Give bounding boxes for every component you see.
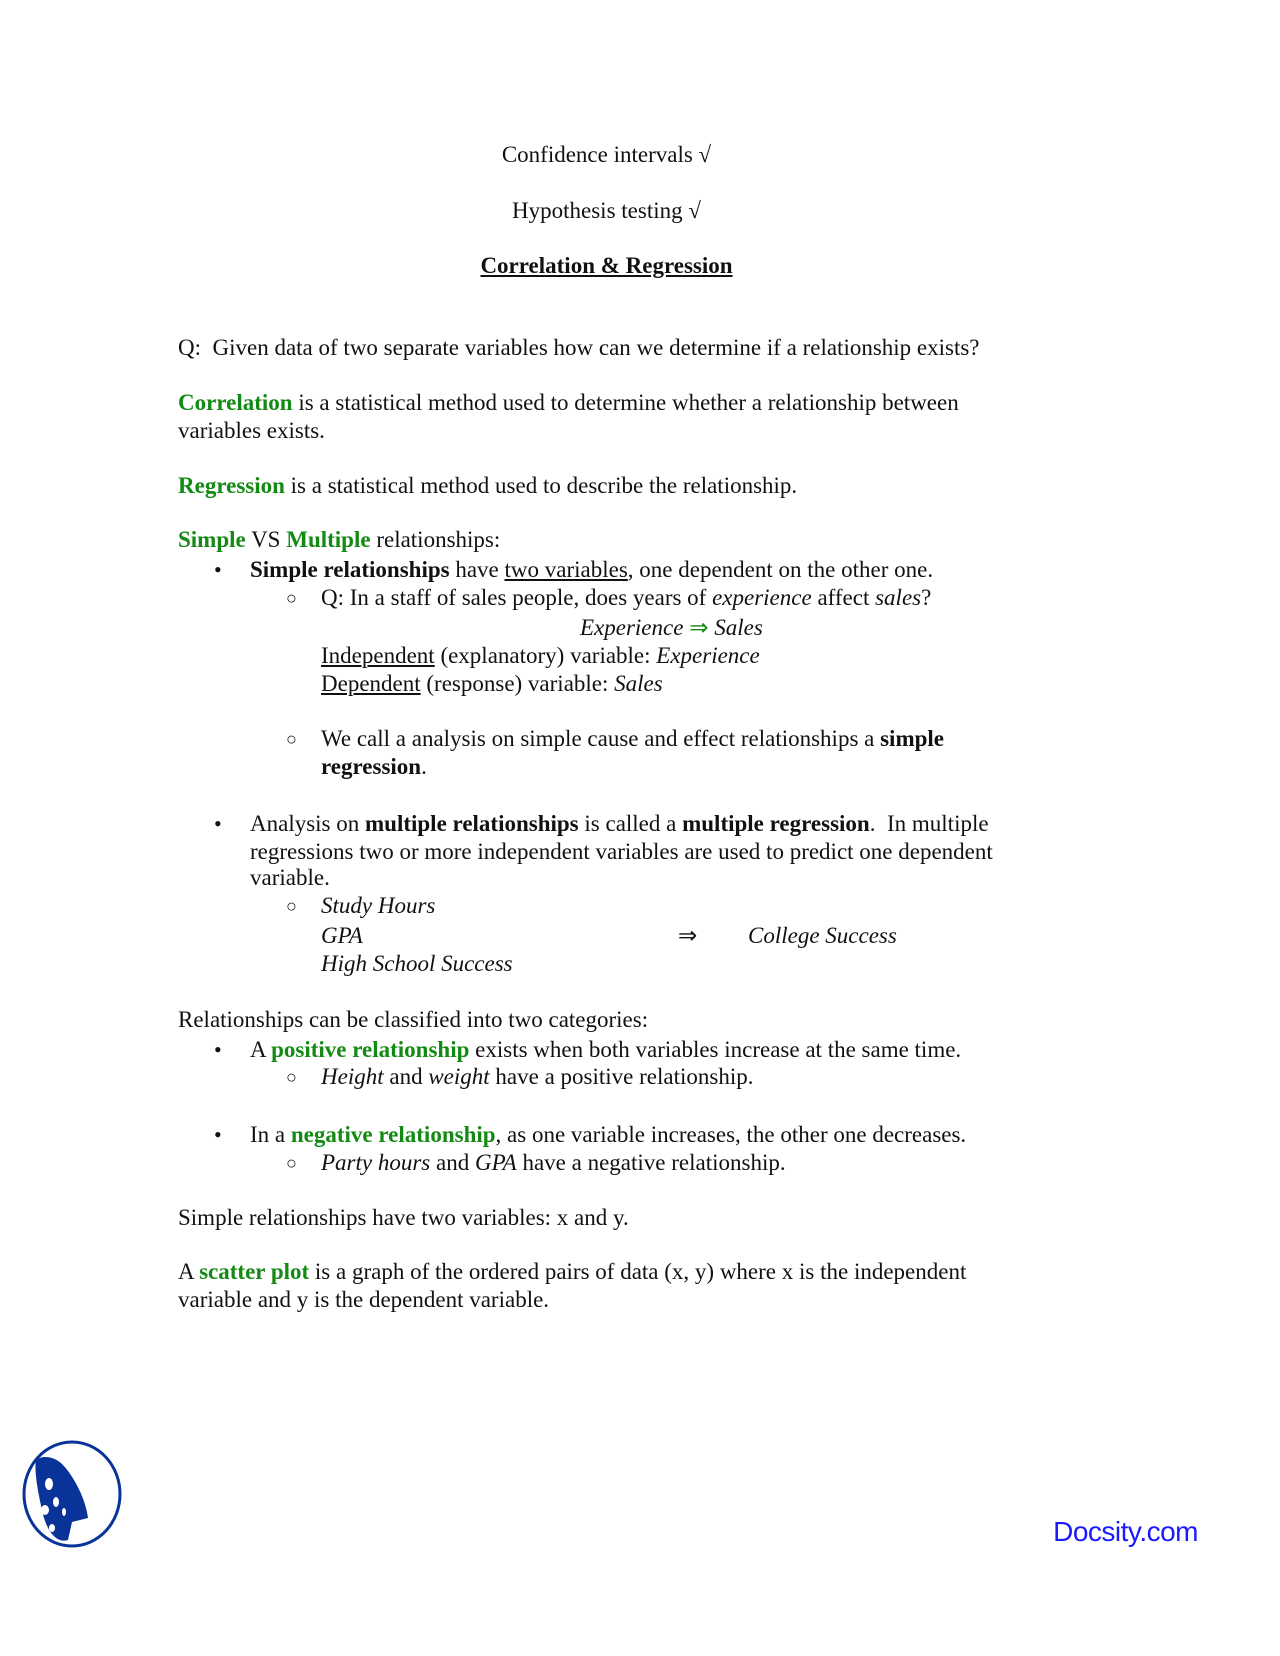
text-line [321,584,931,612]
text-segment: scatter plot [199,1259,310,1284]
text-line [250,556,933,584]
text-segment: variable and y is the dependent variable. [178,1287,550,1312]
text-segment: Experience [656,643,760,668]
text-line [250,838,993,866]
text-line [178,526,500,554]
text-segment: Q: In a staff of sales people, does years of [321,585,713,610]
text-segment: Relationships can be classified into two categories: [178,1007,649,1032]
text-segment: relationships: [370,527,501,552]
text-segment: Simple relationships have two variables: x and y. [178,1205,629,1230]
text-segment: VS [245,527,287,552]
text-line [321,950,513,978]
text-segment: is a statistical method used to determine whether a relationship between [292,390,959,415]
page-title [0,252,1213,280]
text-line [250,864,330,892]
text-segment: Multiple [286,527,371,552]
text-segment: College Success [748,923,897,948]
text-segment: Correlation [178,390,293,415]
text-line [178,1204,629,1232]
text-segment: and [430,1150,475,1175]
text-segment: multiple regression [682,811,870,836]
text-line [321,1149,786,1177]
text-segment: Experience [580,615,690,640]
text-line [321,922,363,950]
text-segment: negative relationship [290,1122,496,1147]
text-segment: GPA [474,1150,517,1175]
text-segment: , as one variable increases, the other one decreases. [495,1122,967,1147]
text-segment: have a negative relationship. [516,1150,786,1175]
text-segment: Independent [321,643,435,668]
text-line [321,670,663,698]
text-segment: multiple relationships [365,811,579,836]
text-segment: ? [921,585,932,610]
text-line [250,810,989,838]
text-segment: Confidence intervals √ [501,142,712,167]
text-segment: Simple [178,527,246,552]
text-segment: GPA [321,923,363,948]
text-line [0,141,1213,169]
text-segment: and [383,1064,429,1089]
text-segment: . In multiple [869,811,989,836]
text-segment: (explanatory) variable: [434,643,657,668]
text-segment: (response) variable: [420,671,615,696]
text-segment: weight [428,1064,490,1089]
text-line [178,472,797,500]
text-line [178,1006,648,1034]
text-line [250,1121,966,1149]
text-line [250,1036,961,1064]
text-segment: exists when both variables increase at the same time. [469,1037,962,1062]
text-segment: affect [811,585,876,610]
bullet-icon: • [214,557,222,582]
text-line [678,922,697,950]
text-segment: variables exists. [178,418,325,443]
text-line [0,197,1213,225]
text-segment: variable. [250,865,330,890]
text-segment: positive relationship [271,1037,470,1062]
text-segment: regression [321,754,422,779]
bullet-icon: • [214,1122,222,1147]
text-segment: simple [880,726,944,751]
text-segment: A [178,1259,200,1284]
text-segment: . [421,754,427,779]
text-segment: sales [875,585,922,610]
text-line [321,1063,753,1091]
text-segment: ⇒ [678,923,698,948]
text-segment: Hypothesis testing √ [512,198,701,223]
text-line [178,389,959,417]
text-line [178,1286,549,1314]
text-segment: Correlation & Regression [480,253,733,278]
text-segment: have a positive relationship. [489,1064,754,1089]
text-segment: experience [712,585,812,610]
text-segment: We call a analysis on simple cause and effect relationships a [321,726,881,751]
text-segment: is a graph of the ordered pairs of data (x, y) where x is the independent [309,1259,967,1284]
text-line [748,922,897,950]
sub-bullet-icon: ○ [286,588,297,608]
text-segment: A [250,1037,272,1062]
text-segment: have [449,557,505,582]
docsity-logo-icon [20,1440,126,1548]
bullet-icon: • [214,811,222,836]
text-line [178,1258,966,1286]
sub-bullet-icon: ○ [286,729,297,749]
text-segment: is a statistical method used to describe the relationship. [284,473,798,498]
text-line [321,753,427,781]
text-segment: Sales [614,671,663,696]
bullet-icon: • [214,1037,222,1062]
text-segment: regressions two or more independent variables are used to predict one dependent [250,839,993,864]
text-segment: In a [250,1122,291,1147]
text-segment: Regression [178,473,285,498]
text-segment: ⇒ [689,615,709,640]
text-segment: High School Success [321,951,513,976]
text-segment: Q: Given data of two separate variables how can we determine if a relationship exists? [178,335,980,360]
text-segment: Analysis on [250,811,365,836]
text-line [178,417,325,445]
text-line [321,725,944,753]
text-segment: Study Hours [321,893,436,918]
text-segment: , one dependent on the other one. [627,557,934,582]
text-line [321,642,760,670]
text-line [580,614,763,642]
text-line [178,334,980,362]
text-segment: Party hours [321,1150,431,1175]
text-segment: Simple relationships [250,557,450,582]
sub-bullet-icon: ○ [286,896,297,916]
sub-bullet-icon: ○ [286,1067,297,1087]
sub-bullet-icon: ○ [286,1153,297,1173]
text-segment: two variables [504,557,628,582]
text-segment: is called a [578,811,683,836]
text-segment: Sales [708,615,763,640]
text-line [321,892,435,920]
text-segment: Dependent [321,671,421,696]
docsity-link[interactable]: Docsity.com [1053,1516,1198,1547]
text-segment: Height [321,1064,384,1089]
